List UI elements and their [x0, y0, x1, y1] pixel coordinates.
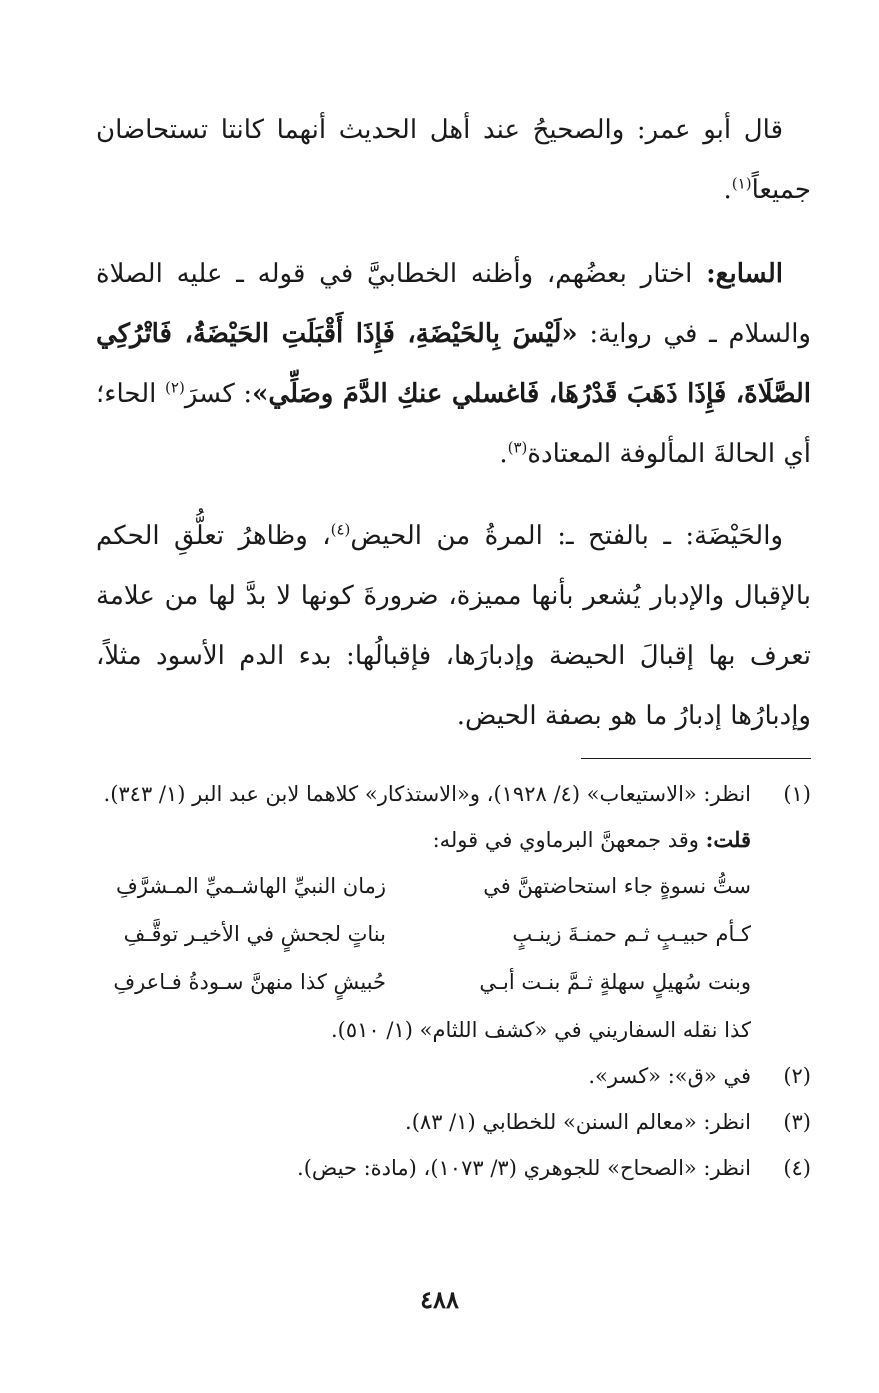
main-text	[96, 100, 811, 746]
page-number: ٤٨٨	[420, 1285, 459, 1314]
verse-hemistich: كـأم حبيـبٍ ثـم حمنـةَ زينـبٍ	[512, 922, 751, 946]
footnote-ref-3[interactable]: (٣)	[507, 438, 528, 457]
verse-line	[96, 916, 751, 952]
footnote-2	[96, 1058, 811, 1094]
footnote-ref-4[interactable]: (٤)	[330, 520, 351, 539]
section-label-seventh: السابع:	[706, 259, 783, 289]
verse-hemistich: حُبيشٍ كذا منهنَّ سـودةُ فـاعرفِ	[113, 970, 386, 994]
footnote-text: انظر: «الاستيعاب» (٤/ ١٩٢٨)، و«الاستذكار» كلاهما لابن عبد البر (١/ ٣٤٣).	[103, 782, 751, 806]
verse-hemistich: ستُّ نسوةٍ جاء استحاضتهنَّ في	[483, 874, 751, 898]
footnote-number: (٣)	[783, 1110, 811, 1134]
verse-hemistich: بناتٍ لجحشٍ في الأخيـر توقَّـفِ	[123, 922, 386, 946]
footnote-number: (٢)	[783, 1064, 811, 1088]
footnote-ref-1[interactable]: (١)	[731, 174, 752, 193]
verse-line	[96, 868, 751, 904]
verse-hemistich: زمان النبيِّ الهاشـميِّ المـشرَّفِ	[116, 874, 386, 898]
hadith-quote: «لَيْسَ بِالحَيْضَةِ، فَإِذَا أَقْبَلَتِ الحَيْضَةُ، فَاتْرُكِي الصَّلَاةَ، فَإِذَا ذَهَبَ قَدْرُهَا، فَاغسلي عنكِ الدَّمَ وصَلِّي»	[96, 319, 812, 409]
footnote-ref-2[interactable]: (٢)	[165, 378, 185, 397]
footnote-4	[96, 1150, 811, 1186]
paragraph-3: والحَيْضَة: ـ بالفتح ـ: المرةُ من الحيض$^{(٤)}$، وظاهرُ تعلُّقِ الحكم بالإقبال والإدبار يُشعر بأنها مميزة، ضرورةَ كونها لا بدَّ لها من علامة تعرف بها إقبالَ الحيضة وإدبارَها، فإقبالُها: بدء الدم الأسود مثلاً، وإدبارُها إدبارُ ما هو بصفة الحيض.	[96, 520, 811, 731]
footnote-separator	[581, 758, 811, 759]
paragraph-1-text: قال أبو عمر: والصحيحُ عند أهل الحديث أنهما كانتا تستحاضان جميعاً	[96, 115, 811, 205]
footnote-number: (١)	[783, 782, 811, 806]
page-body	[96, 100, 812, 1180]
footnotes	[96, 776, 811, 1196]
verse-line	[96, 964, 751, 1000]
footnote-text: في «ق»: «كسر».	[588, 1064, 751, 1088]
footnote-3	[96, 1104, 811, 1140]
footnote-number: (٤)	[783, 1156, 811, 1180]
footnote-1	[96, 776, 811, 812]
footnote-1-tail: كذا نقله السفاريني في «كشف اللثام» (١/ ٥١٠).	[331, 1018, 751, 1042]
footnote-text: انظر: «الصحاح» للجوهري (٣/ ١٠٧٣)، (مادة: حيض).	[297, 1156, 751, 1180]
paragraph-1: قال أبو عمر: والصحيحُ عند أهل الحديث أنهما كانتا تستحاضان جميعاً$^{(١)}$.	[96, 115, 811, 205]
qult-line: قلت: وقد جمعهنَّ البرماوي في قوله:	[432, 827, 751, 852]
verse-hemistich: وبنت سُهيلٍ سهلةٍ ثـمَّ بنـت أبـي	[479, 970, 751, 994]
footnote-1-continuation	[96, 822, 811, 1048]
footnote-text: انظر: «معالم السنن» للخطابي (١/ ٨٣).	[405, 1110, 751, 1134]
paragraph-2: السابع: اختار بعضُهم، وأظنه الخطابيَّ في قوله ـ عليه الصلاة والسلام ـ في رواية: «لَيْسَ بِالحَيْضَةِ، فَإِذَا أَقْبَلَتِ الحَيْضَةُ، فَاتْرُكِي الصَّلَاةَ، فَإِذَا ذَهَبَ قَدْرُهَا، فَاغسلي عنكِ الدَّمَ وصَلِّي»: كسرَ$^{(٢)}$ الحاء؛ أي الحالةَ المألوفة المعتادة$^{(٣)}$.	[96, 259, 812, 469]
